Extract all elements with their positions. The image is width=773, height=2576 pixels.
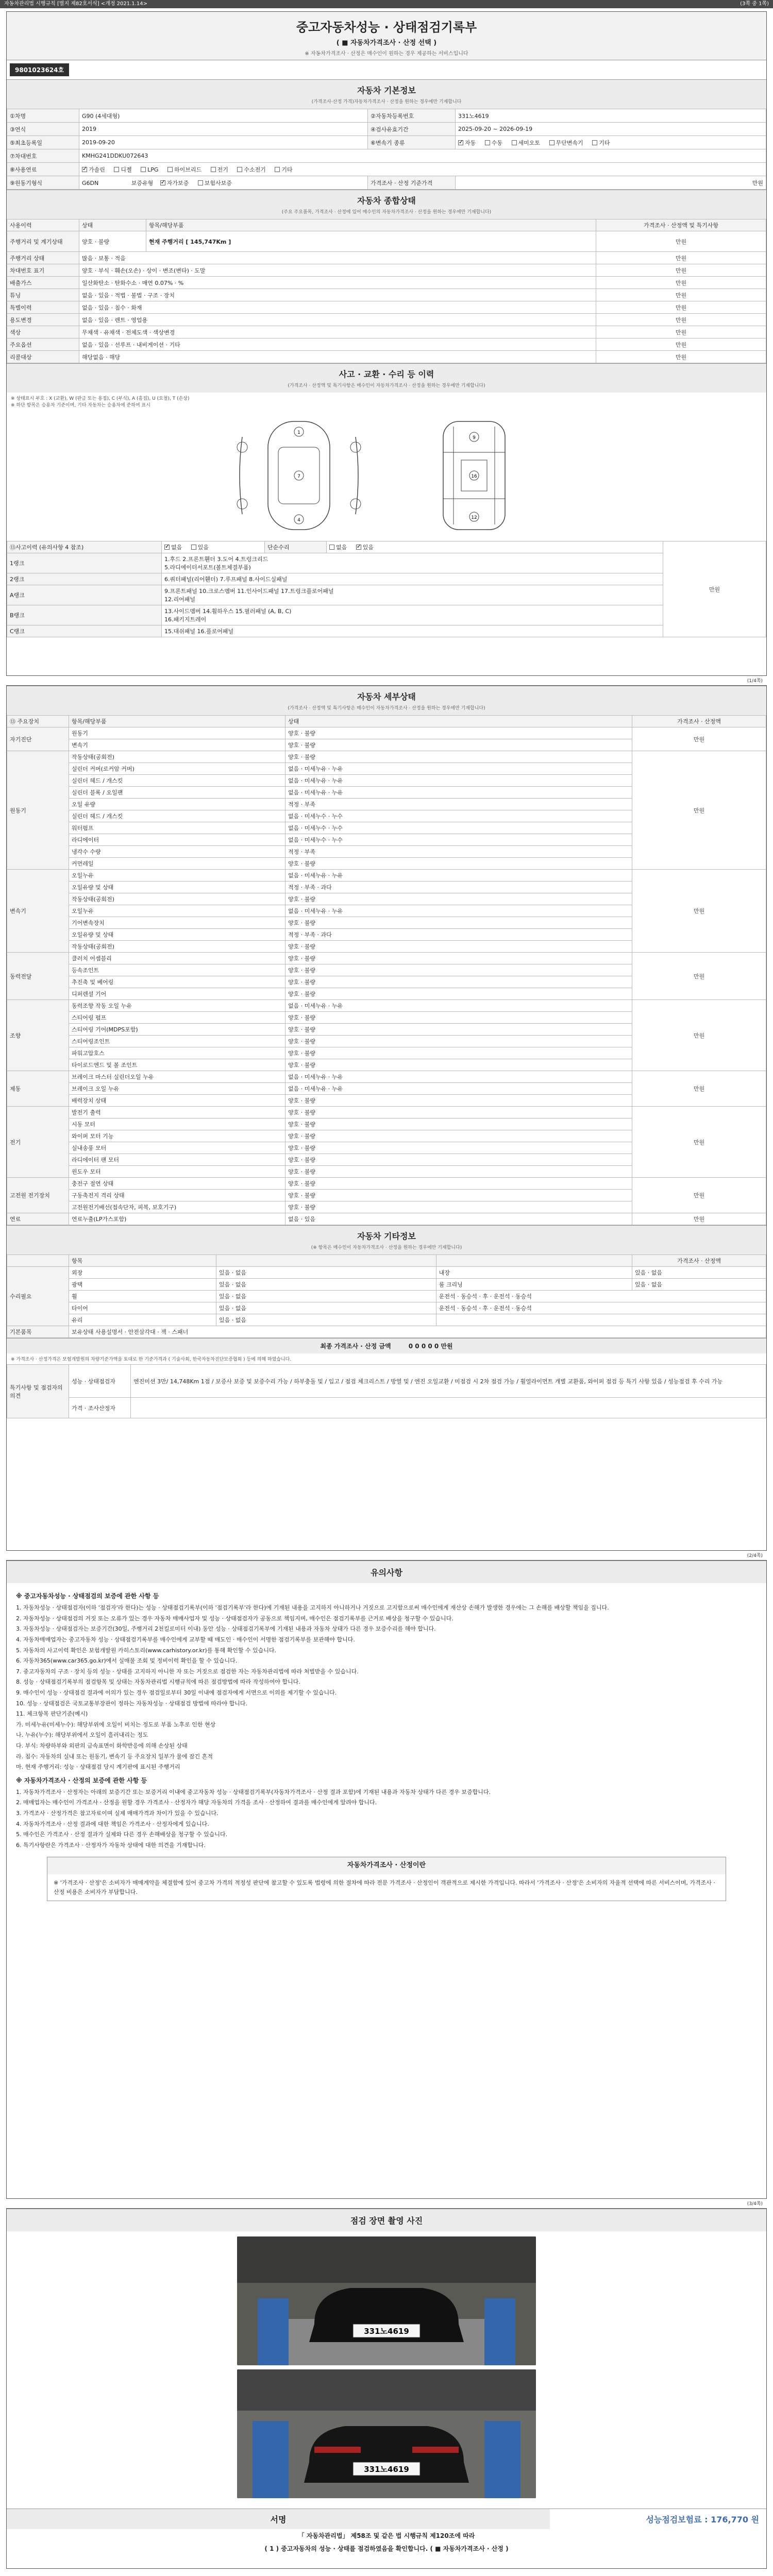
detail-item: 스티어링 펌프 — [69, 1012, 285, 1024]
detail-state: 양호 · 불량 — [285, 953, 632, 964]
checkbox-icon — [458, 140, 463, 145]
detail-category: 고전원 전기장치 — [7, 1178, 69, 1213]
detail-state: 양호 · 불량 — [285, 1154, 632, 1166]
notice-paragraph: 5. 자동차의 사고이력 확인은 보험개발원 카히스토리(www.carhistory.or.kr)를 통해 확인할 수 있습니다. — [16, 1647, 277, 1654]
notice-paragraph: 11. 체크항목 판단기준(예시) — [16, 1710, 88, 1718]
final-price-note: ※ 가격조사 · 산정가격은 보험개발원의 차량기준가액을 토대로 한 기준가격과 ( 기술사회, 한국자동차진단보증협회 ) 등에 의해 하였습니다. — [11, 1357, 292, 1362]
detail-item: 커먼레일 — [69, 858, 285, 870]
inspection-photo-front — [237, 2236, 536, 2365]
detail-row — [7, 1071, 766, 1083]
reg-number: 331노4619 — [456, 109, 766, 123]
page-4 — [6, 2208, 767, 2569]
notice-paragraph: 6. 특기사항란은 가격조사 · 산정자가 자동차 상태에 대한 의견을 기재합니다. — [16, 1841, 206, 1849]
detail-item: 윈도우 모터 — [69, 1166, 285, 1178]
detail-state: 없음 · 미세누수 · 누수 — [285, 834, 632, 846]
detail-state: 양호 · 불량 — [285, 1190, 632, 1201]
detail-item: 원동기 — [69, 727, 285, 739]
detail-item: 작동상태(공회전) — [69, 893, 285, 905]
notice-paragraph: 다. 부식: 차량하부와 외판의 금속표면이 화학반응에 의해 손상된 상태 — [16, 1742, 188, 1749]
detail-state: 양호 · 불량 — [285, 941, 632, 953]
detail-item: 오일유량 및 상태 — [69, 929, 285, 941]
detail-state: 양호 · 불량 — [285, 1178, 632, 1190]
plate-text: 331노4619 — [364, 2465, 409, 2474]
detail-state: 없음 · 미세누유 · 누유 — [285, 763, 632, 775]
vin: KMHG241DDKU072643 — [79, 149, 766, 163]
detail-price: 만원 — [632, 751, 766, 870]
detail-state: 적정 · 부족 — [285, 846, 632, 858]
notice-paragraph: 6. 자동차365(www.car365.go.kr)에서 실매물 조회 및 정비이력 확인을 할 수 있습니다. — [16, 1657, 238, 1665]
detail-state: 양호 · 불량 — [285, 1142, 632, 1154]
detail-state: 양호 · 불량 — [285, 1059, 632, 1071]
notice-paragraph: 1. 자동차성능 · 상태점검자(이하 '점검자'라 한다)는 성능 · 상태점검기록부(이하 '점검기록부'라 한다)에 기재된 내용을 고지하지 아니하거나 거짓으로 고지함으로써 매수인에게 재산상 손해가 발생한 경우에는 그 손해를 배상할 책임을 집니다. — [16, 1604, 609, 1612]
page-label: (2/4쪽) — [747, 1553, 763, 1558]
notice-paragraph: 2. 자동차성능 · 상태점검의 거짓 또는 오류가 있는 경우 자동차 매매사업자 및 성능 · 상태점검자가 공동으로 책임지며, 매수인은 점검기록부를 근거로 배상을 청구할 수 있습니다. — [16, 1615, 453, 1622]
doc-header — [7, 12, 766, 60]
top-bar — [0, 0, 773, 8]
detail-price: 만원 — [632, 1107, 766, 1178]
accident-table: ⑬사고이력 (유의사항 4 참조) ✓ 없음 있음 단순수리 없음 ✓ 있음 만원 1랭크 1.후드 2.프론트휀더 3.도어 4.트렁크리드 5.라디에이터서포트(볼트체결부품) 2랭크 6.쿼터패널(리어휀더) 7.루프패널 8.사이드실패널 A랭크 9.프론트패널 10.크로스멤버 11.인사이드패널 17.트렁크플로어패널 12.리어패널 B랭크 13.사이드멤버 14.휠하우스 15.필러패널 (A, B, C) 16.패키지트레이 C랭크 15.대쉬패널 16.플로어패널 — [7, 541, 766, 637]
detail-state: 양호 · 불량 — [285, 1130, 632, 1142]
detail-state: 양호 · 불량 — [285, 1095, 632, 1107]
detail-category: 제동 — [7, 1071, 69, 1107]
detail-item: 스티어링조인트 — [69, 1036, 285, 1047]
detail-item: 고전원전기배선(접속단자, 피복, 보호기구) — [69, 1201, 285, 1213]
detail-state: 양호 · 불량 — [285, 1012, 632, 1024]
detail-item: 실내송풍 모터 — [69, 1142, 285, 1154]
detail-state: 양호 · 불량 — [285, 751, 632, 763]
car-diagram — [7, 410, 766, 541]
mileage-value: 현재 주행거리 [ 145,747Km ] — [146, 231, 596, 252]
detail-item: 워터펌프 — [69, 822, 285, 834]
detail-row — [7, 727, 766, 739]
other-table: 항목 가격조사 · 산정액 수리필요 외장 있음 · 없음 내장 있음 · 없음 광택 있음 · 없음 룸 크리닝 있음 · 없음 휠 있음 · 없음 운전석 · 동승석 · 후 · 운전석 · 동승석 타이어 있음 · 없음 운전석 · 동승석 · 후 · 운전석 · 동승석 유리 있음 · 없음 기본품목 보유상태 사용설명서 · 안전삼각대 · 잭 · 스패너 — [7, 1255, 766, 1338]
detail-state: 양호 · 불량 — [285, 1201, 632, 1213]
svg-text:4: 4 — [297, 518, 300, 523]
inspection-photo-rear — [237, 2369, 536, 2498]
detail-category: 연료 — [7, 1213, 69, 1225]
special-notes-table: 특기사항 및 점검자의 의견 성능 · 상태점검자 엔진미션 3만/ 14,748Km 1점 / 보증사 보증 및 보증수리 가능 / 하부충돌 및 / 입고 / 점검 체크리스트 / 방열 및 / 엔진 오일교환 / 미점검 시 2차 점검 가능 / 휠얼라이먼트 개별 교환품, 와이퍼 점검 등 특기 사항 있음 / 성능점검 후 수리 가능 가격 · 조사산정자 — [7, 1364, 766, 1418]
detail-state: 양호 · 불량 — [285, 917, 632, 929]
detail-row — [7, 1000, 766, 1012]
detail-item: 충전구 절연 상태 — [69, 1178, 285, 1190]
checkbox-icon — [329, 545, 334, 550]
checkbox-icon — [512, 140, 517, 145]
doc-number: 9801023624호 — [10, 63, 69, 76]
checkbox-icon — [160, 180, 165, 185]
detail-category: 동력전달 — [7, 953, 69, 1000]
detail-state: 적정 · 부족 — [285, 799, 632, 810]
detail-state: 양호 · 불량 — [285, 1118, 632, 1130]
detail-row — [7, 1107, 766, 1118]
checkbox-icon — [114, 167, 119, 172]
detail-state: 없음 · 미세누유 · 누유 — [285, 1000, 632, 1012]
top-bar-left: 자동차관리법 시행규칙 [별지 제82호서식] <개정 2021.1.14> — [4, 1, 147, 7]
detail-item: 스티어링 기어(MDPS포함) — [69, 1024, 285, 1036]
notice-paragraph: 라. 침수: 자동차의 실내 또는 원동기, 변속기 등 주요장치 일부가 물에 잠긴 흔적 — [16, 1753, 213, 1760]
detail-item: 브레이크 마스터 실린더오일 누유 — [69, 1071, 285, 1083]
detail-state: 없음 · 미세누유 · 누유 — [285, 1083, 632, 1095]
detail-category: 자기진단 — [7, 727, 69, 751]
detail-category: 변속기 — [7, 870, 69, 953]
notice-paragraph: 3. 자동차성능 · 상태점검자는 보증기간(30일, 주행거리 2천킬로미터 이내) 동안 성능 · 상태점검기록부에 기재된 내용과 자동차 상태가 다른 경우 보증수리를 해야 합니다. — [16, 1625, 436, 1633]
detail-state: 양호 · 불량 — [285, 1036, 632, 1047]
detail-section-title: 자동차 세부상태 (가격조사 · 산정액 및 특기사항은 매수인이 자동차가격조사 · 산정을 원하는 경우에만 기재합니다) — [7, 686, 766, 715]
notice-paragraph: 3. 가격조사 · 산정가격은 참고자료이며 실제 매매가격과 차이가 있을 수 있습니다. — [16, 1810, 219, 1817]
notice-paragraph: 1. 자동차가격조사 · 산정자는 아래의 보증기간 또는 보증거리 이내에 중고자동차 성능 · 상태점검기록부(자동차가격조사 · 산정 결과 포함)에 기재된 내용과 자동차 상태가 다른 경우 보증합니다. — [16, 1788, 491, 1795]
detail-item: 파워고압호스 — [69, 1047, 285, 1059]
checkbox-icon — [592, 140, 597, 145]
detail-category: 조향 — [7, 1000, 69, 1071]
detail-price: 만원 — [632, 1178, 766, 1213]
detail-item: 브레이크 오일 누유 — [69, 1083, 285, 1095]
page-label: (3/4쪽) — [747, 2201, 763, 2207]
photos-title: 점검 장면 촬영 사진 — [7, 2209, 766, 2231]
signature-title: 서명 — [7, 2509, 550, 2529]
detail-state: 없음 · 미세누유 · 누유 — [285, 775, 632, 787]
detail-state: 양호 · 불량 — [285, 964, 632, 976]
doc-note: ※ 자동차가격조사 · 산정은 매수인이 원하는 경우 제공하는 서비스입니다 — [305, 51, 468, 57]
detail-state: 없음 · 있음 — [285, 1213, 632, 1225]
detail-state: 적정 · 부족 · 과다 — [285, 882, 632, 893]
other-section-title: 자동차 기타정보 (※ 항목은 매수인이 자동차가격조사 · 산정을 원하는 경우에만 기재합니다) — [7, 1225, 766, 1255]
detail-category: 전기 — [7, 1107, 69, 1178]
detail-item: 작동상태(공회전) — [69, 751, 285, 763]
car-front-photo-icon — [237, 2236, 536, 2365]
notice-paragraph: 가. 미세누유(미세누수): 해당부위에 오일이 비치는 정도로 부품 노후로 인한 현상 — [16, 1721, 216, 1728]
detail-row — [7, 751, 766, 763]
detail-item: 오일 유량 — [69, 799, 285, 810]
detail-category: 원동기 — [7, 751, 69, 870]
detail-row — [7, 953, 766, 964]
car-year: 2019 — [79, 123, 368, 136]
detail-item: 오일유량 및 상태 — [69, 882, 285, 893]
notice-title: 유의사항 — [7, 1561, 766, 1583]
detail-item: 작동상태(공회전) — [69, 941, 285, 953]
notice-paragraph: 4. 자동차가격조사 · 산정 결과에 대한 책임은 가격조사 · 산정자에게 있습니다. — [16, 1820, 209, 1827]
detail-state: 없음 · 미세누유 · 누유 — [285, 905, 632, 917]
detail-item: 발전기 출력 — [69, 1107, 285, 1118]
checkbox-icon — [275, 167, 280, 172]
detail-item: 디퍼렌셜 기어 — [69, 988, 285, 1000]
accident-legend: ※ 상태표시 부호 : X (교환), W (판금 또는 용접), C (부식), A (흠집), U (요철), T (손상) ※ 하단 항목은 승용차 기준이며, 기타 자동차는 승용차에 준하여 표시 — [11, 396, 190, 408]
detail-item: 연료누출(LP가스포함) — [69, 1213, 285, 1225]
notice-paragraph: 7. 중고자동차의 구조 · 장치 등의 성능 · 상태를 고지하지 아니한 자 또는 거짓으로 점검한 자는 자동차관리법에 따라 처벌받을 수 있습니다. — [16, 1668, 359, 1675]
detail-item: 실린더 커버(로커암 커버) — [69, 763, 285, 775]
detail-item: 라디에이터 — [69, 834, 285, 846]
inspection-validity: 2025-09-20 ~ 2026-09-19 — [456, 123, 766, 136]
detail-item: 실린더 헤드 / 개스킷 — [69, 810, 285, 822]
detail-table: ⑬ 주요장치 항목/해당부품 상태 가격조사 · 산정액 자기진단 원동기 양호 · 불량 만원 변속기 양호 · 불량 원동기 작동상태(공회전) 양호 · 불량 만원 실린더 커버(로커암 커버) 없음 · 미세누유 · 누유 실린더 헤드 / 개스킷 없음 · 미세누유 · 누유 실린더 블록 / 오일팬 없음 · 미세누유 · 누유 오일 유량 적정 · 부족 실린더 헤드 / 개스킷 없음 · 미세누수 · 누수 워터펌프 없음 · 미세누수 · 누수 라디에이터 없음 · 미세누수 · 누수 냉각수 수량 적정 · 부족 커먼레일 양호 · 불량 변속기 오일누유 없음 · 미세누유 · 누유 만원 오일유량 및 상태 적정 · 부족 · 과다 작동상태(공회전) 양호 · 불량 오일누유 없음 · 미세누유 · 누유 기어변속장치 양호 · 불량 오일유량 및 상태 적정 · 부족 · 과다 작동상태(공회전) 양호 · 불량 동력전달 클러치 어셈블리 양호 · 불량 만원 등속조인트 양호 · 불량 추진축 및 베어링 양호 · 불량 디퍼렌셜 기어 양호 · 불량 조향 동력조향 작동 오일 누유 없음 · 미세누유 · 누유 만원 스티어링 펌프 양호 · 불량 스티어링 기어(MDPS포함) 양호 · 불량 스티어링조인트 양호 · 불량 파워고압호스 양호 · 불량 타이로드엔드 및 볼 조인트 양호 · 불량 제동 브레이크 마스터 실린더오일 누유 없음 · 미세누유 · 누유 만원 브레이크 오일 누유 없음 · 미세누유 · 누유 배력장치 상태 양호 · 불량 전기 발전기 출력 양호 · 불량 만원 시동 모터 양호 · 불량 와이퍼 모터 기능 양호 · 불량 실내송풍 모터 양호 · 불량 라디에이터 팬 모터 양호 · 불량 윈도우 모터 양호 · 불량 고전원 전기장치 충전구 절연 상태 양호 · 불량 만원 구동축전지 격리 상태 양호 · 불량 고전원전기배선(접속단자, 피복, 보호기구) 양호 · 불량 연료 연료누출(LP가스포함) 없음 · 있음 만원 — [7, 715, 766, 1225]
detail-state: 없음 · 미세누수 · 누수 — [285, 810, 632, 822]
checkbox-icon — [82, 167, 87, 172]
detail-row — [7, 870, 766, 882]
car-frame-diagram — [397, 416, 551, 535]
detail-item: 실린더 헤드 / 개스킷 — [69, 775, 285, 787]
page-3 — [6, 1560, 767, 2199]
notice-paragraph: 5. 매수인은 가격조사 · 산정 결과가 실제와 다른 경우 손해배상을 청구할 수 있습니다. — [16, 1831, 228, 1838]
final-price-row: 최종 가격조사 · 산정 금액 0 0 0 0 0 만원 — [7, 1338, 766, 1353]
detail-state: 양호 · 불량 — [285, 893, 632, 905]
detail-row — [7, 1213, 766, 1225]
detail-item: 오일누유 — [69, 905, 285, 917]
fuel-options: ✓ 가솔린 디젤 LPG 하이브리드 전기 수소전기 기타 — [79, 163, 766, 176]
checkbox-icon — [198, 180, 203, 185]
doc-subtitle: ( ■ 자동차가격조사 · 산정 선택 ) — [336, 39, 437, 47]
detail-state: 양호 · 불량 — [285, 1024, 632, 1036]
notice-paragraph: 9. 매수인이 성능 · 상태점검 결과에 이의가 있는 경우 점검일로부터 30일 이내에 점검자에게 서면으로 이의를 제기할 수 있습니다. — [16, 1689, 337, 1696]
svg-text:16: 16 — [471, 474, 477, 479]
detail-item: 동력조향 작동 오일 누유 — [69, 1000, 285, 1012]
svg-text:12: 12 — [471, 515, 477, 520]
transmission-options: ✓ 자동 수동 세미오토 무단변속기 기타 — [456, 136, 766, 149]
detail-item: 클러치 어셈블리 — [69, 953, 285, 964]
detail-state: 양호 · 불량 — [285, 858, 632, 870]
detail-item: 와이퍼 모터 기능 — [69, 1130, 285, 1142]
detail-state: 양호 · 불량 — [285, 739, 632, 751]
checkbox-icon — [191, 545, 196, 550]
price-info-box: 자동차가격조사 · 산정이란 ※ '가격조사 · 산정'은 소비자가 매매계약을 체결함에 있어 중고차 가격의 적정성 판단에 참고할 수 있도록 법령에 의한 절차에 따라 전문 가격조사 · 산정인이 객관적으로 제시한 가격입니다. 따라서 '가격조사 · 산정'은 소비자의 자율적 선택에 따른 서비스이며, 가격조사 · 산정 비용은 소비자가 부담합니다. — [47, 1857, 726, 1901]
special-notes-text: 엔진미션 3만/ 14,748Km 1점 / 보증사 보증 및 보증수리 가능 / 하부충돌 및 / 입고 / 점검 체크리스트 / 방열 및 / 엔진 오일교환 / 미점검 시 2차 점검 가능 / 휠얼라이먼트 개별 교환품, 와이퍼 점검 등 특기 사항 있음 / 성능점검 후 수리 가능 — [131, 1365, 766, 1398]
detail-item: 라디에이터 팬 모터 — [69, 1154, 285, 1166]
detail-price: 만원 — [632, 1000, 766, 1071]
detail-item: 등속조인트 — [69, 964, 285, 976]
engine-type: G6DN 보증유형 ✓ 자가보증 보험사보증 — [79, 176, 368, 190]
detail-price: 만원 — [632, 727, 766, 751]
notice-paragraph: 4. 자동차매매업자는 중고자동차 성능 · 상태점검기록부를 매수인에게 교부할 때 매도인 · 매수인이 서명한 점검기록부를 보관해야 합니다. — [16, 1636, 355, 1643]
signature-line-1: 「 자동차관리법」 제58조 및 같은 법 시행규칙 제120조에 따라 — [298, 2532, 475, 2539]
detail-state: 양호 · 불량 — [285, 1107, 632, 1118]
checkbox-icon — [164, 545, 170, 550]
checkbox-icon — [356, 545, 361, 550]
plate-text: 331노4619 — [364, 2327, 409, 2336]
detail-item: 변속기 — [69, 739, 285, 751]
insurance-fee: 성능점검보험료 : 176,770 원 — [646, 2515, 759, 2524]
notice-paragraph: 10. 성능 · 상태점검은 국토교통부장관이 정하는 자동차성능 · 상태점검 방법에 따라야 합니다. — [16, 1700, 247, 1707]
detail-price: 만원 — [632, 1071, 766, 1107]
detail-state: 양호 · 불량 — [285, 988, 632, 1000]
detail-state: 적정 · 부족 · 과다 — [285, 929, 632, 941]
notice-paragraph: 8. 성능 · 상태점검기록부의 점검항목 및 상태는 자동차관리법 시행규칙에 따른 점검방법에 따라 작성하여야 합니다. — [16, 1679, 300, 1686]
detail-price: 만원 — [632, 953, 766, 1000]
detail-item: 냉각수 수량 — [69, 846, 285, 858]
basic-section-title: 자동차 기본정보 (가격조사·산정 가격)자동차가격조사 · 산정을 원하는 경우에만 기재합니다 — [7, 79, 766, 109]
notice-paragraph: 2. 매매업자는 매수인이 가격조사 · 산정을 원할 경우 가격조사 · 산정자가 해당 자동차의 가격을 조사 · 산정하여 결과를 매수인에게 알려야 합니다. — [16, 1799, 377, 1806]
detail-item: 기어변속장치 — [69, 917, 285, 929]
checkbox-icon — [549, 140, 554, 145]
page-2 — [6, 685, 767, 1551]
notice-body: ※ 중고자동차성능 · 상태점검의 보증에 관한 사항 등 1. 자동차성능 · 상태점검자(이하 '점검자'라 한다)는 성능 · 상태점검기록부(이하 '점검기록부'라 한다)에 기재된 내용을 고지하지 아니하거나 거짓으로 고지함으로써 매수인에게 재산상 손해가 발생한 경우에는 그 손해를 배상할 책임을 집니다. 2. 자동차성능 · 상태점검의 거짓 또는 오류가 있는 경우 자동차 매매사업자 및 성능 · 상태점검자가 공동으로 책임지며, 매수인은 점검기록부를 근거로 배상을 청구할 수 있습니다. 3. 자동차성능 · 상태점검자는 보증기간(30일, 주행거리 2천킬로미터 이내) 동안 성능 · 상태점검기록부에 기재된 내용과 자동차 상태가 다른 경우 보증수리를 해야 합니다. 4. 자동차매매업자는 중고자동차 성능 · 상태점검기록부를 매수인에게 교부할 때 매도인 · 매수인이 서명한 점검기록부를 보관해야 합니다. 5. 자동차의 사고이력 확인은 보험개발원 카히스토리(www.carhistory.or.kr)를 통해 확인할 수 있습니다. 6. 자동차365(www.car365.go.kr)에서 실매물 조회 및 정비이력 확인을 할 수 있습니다. 7. 중고자동차의 구조 · 장치 등의 성능 · 상태를 고지하지 아니한 자 또는 거짓으로 점검한 자는 자동차관리법에 따라 처벌받을 수 있습니다. 8. 성능 · 상태점검기록부의 점검항목 및 상태는 자동차관리법 시행규칙에 따른 점검방법에 따라 작성하여야 합니다. 9. 매수인이 성능 · 상태점검 결과에 이의가 있는 경우 점검일로부터 30일 이내에 점검자에게 서면으로 이의를 제기할 수 있습니다. 10. 성능 · 상태점검은 국토교통부장관이 정하는 자동차성능 · 상태점검 방법에 따라야 합니다. 11. 체크항목 판단기준(예시) 가. 미세누유(미세누수): 해당부위에 오일이 비치는 정도로 부품 노후로 인한 현상 나. 누유(누수): 해당부위에서 오일이 흘러내리는 정도 다. 부식: 차량하부와 외판의 금속표면이 화학반응에 의해 손상된 상태 라. 침수: 자동차의 실내 또는 원동기, 변속기 등 주요장치 일부가 물에 잠긴 흔적 마. 현재 주행거리: 성능 · 상태점검 당시 계기판에 표시된 주행거리 ※ 자동차가격조사 · 산정의 보증에 관한 사항 등 1. 자동차가격조사 · 산정자는 아래의 보증기간 또는 보증거리 이내에 중고자동차 성능 · 상태점검기록부(자동차가격조사 · 산정 결과 포함)에 기재된 내용과 자동차 상태가 다른 경우 보증합니다. 2. 매매업자는 매수인이 가격조사 · 산정을 원할 경우 가격조사 · 산정자가 해당 자동차의 가격을 조사 · 산정하여 결과를 매수인에게 알려야 합니다. 3. 가격조사 · 산정가격은 참고자료이며 실제 매매가격과 차이가 있을 수 있습니다. 4. 자동차가격조사 · 산정 결과에 대한 책임은 가격조사 · 산정자에게 있습니다. 5. 매수인은 가격조사 · 산정 결과가 실제와 다른 경우 손해배상을 청구할 수 있습니다. 6. 특기사항란은 가격조사 · 산정자가 자동차 상태에 대한 의견을 기재합니다. 자동차가격조사 · 산정이란 ※ '가격조사 · 산정'은 소비자가 매매계약을 체결함에 있어 중고차 가격의 적정성 판단에 참고할 수 있도록 법령에 의한 절차에 따라 전문 가격조사 · 산정인이 객관적으로 제시한 가격입니다. 따라서 '가격조사 · 산정'은 소비자의 자율적 선택에 따른 서비스이며, 가격조사 · 산정 비용은 소비자가 부담합니다. — [7, 1583, 766, 1905]
detail-item: 타이로드엔드 및 볼 조인트 — [69, 1059, 285, 1071]
detail-item: 추진축 및 베어링 — [69, 976, 285, 988]
detail-price: 만원 — [632, 1213, 766, 1225]
detail-state: 없음 · 미세누유 · 누유 — [285, 1071, 632, 1083]
detail-state: 없음 · 미세누유 · 누유 — [285, 870, 632, 882]
top-bar-right: (3쪽 중 1쪽) — [740, 1, 769, 7]
checkbox-icon — [237, 167, 242, 172]
notice-paragraph: 나. 누유(누수): 해당부위에서 오일이 흘러내리는 정도 — [16, 1732, 148, 1739]
notice-paragraph: 마. 현재 주행거리: 성능 · 상태점검 당시 계기판에 표시된 주행거리 — [16, 1764, 180, 1771]
checkbox-icon — [485, 140, 490, 145]
detail-item: 실린더 블록 / 오일팬 — [69, 787, 285, 799]
svg-text:1: 1 — [297, 430, 300, 435]
doc-title: 중고자동차성능 · 상태점검기록부 — [296, 20, 477, 35]
checkbox-icon — [211, 167, 216, 172]
first-registration: 2019-09-20 — [79, 136, 368, 149]
signature-line-2: ( 1 ) 중고자동차의 성능 · 상태를 점검하였음을 확인합니다. ( ■ 자동차가격조사 · 산정 ) — [264, 2545, 509, 2552]
svg-text:7: 7 — [297, 474, 300, 479]
detail-state: 양호 · 불량 — [285, 976, 632, 988]
car-exterior-diagram — [222, 416, 376, 535]
accident-section-title: 사고 · 교환 · 수리 등 이력 (가격조사 · 산정액 및 특기사항은 매수인이 자동차가격조사 · 산정을 원하는 경우에만 기재합니다) — [7, 363, 766, 393]
checkbox-icon — [141, 167, 146, 172]
detail-item: 배력장치 상태 — [69, 1095, 285, 1107]
detail-item: 구동축전지 격리 상태 — [69, 1190, 285, 1201]
detail-row — [7, 1178, 766, 1190]
detail-state: 양호 · 불량 — [285, 727, 632, 739]
detail-item: 시동 모터 — [69, 1118, 285, 1130]
basic-info-table: ①차명 G90 (4세대형) ②자동차등록번호 331노4619 ③연식 2019 ④검사유효기간 2025-09-20 ~ 2026-09-19 ⑤최초등록일 2019-09-20 ⑥변속기 종류 ✓ 자동 수동 세미오토 무단변속기 기타 ⑦차대번호 KMHG241DDKU072643 ⑧사용연료 ✓ 가솔린 디젤 LPG 하이브리드 전기 수소전기 기타 ⑨원동기형식 G6DN 보증유형 ✓ 자가보증 보험사보증 가격조사 · 산정 기준가격 만원 — [7, 109, 766, 190]
overall-section-title: 자동차 종합상태 (주요 주요품목, 가격조사 · 산정에 있어 매수인의 자동차가격조사 · 산정을 원하는 경우에만 기재합니다) — [7, 190, 766, 219]
signature-row — [7, 2509, 766, 2529]
page-1 — [6, 11, 767, 676]
detail-price: 만원 — [632, 870, 766, 953]
svg-text:9: 9 — [473, 435, 476, 440]
page-label: (1/4쪽) — [747, 679, 763, 684]
detail-state: 양호 · 불량 — [285, 1166, 632, 1178]
car-name: G90 (4세대형) — [79, 109, 368, 123]
car-rear-photo-icon — [237, 2369, 536, 2498]
overall-table: 사용이력 상태 항목/해당부품 가격조사 · 산정액 및 특기사항 주행거리 및 계기상태 양호 · 불량 현재 주행거리 [ 145,747Km ] 만원 주행거리 상태 많음 · 보통 · 적음 만원 차대번호 표기 양호 · 부식 · 훼손(오손) · 상이 · 변조(변타) · 도말 만원 배출가스 일산화탄소 · 탄화수소 · 매연 0.07% · % 만원 튜닝 없음 · 있음 · 적법 · 불법 · 구조 · 장치 만원 특별이력 없음 · 있음 · 침수 · 화재 만원 용도변경 없음 · 있음 · 렌트 · 영업용 만원 색상 무채색 · 유채색 · 전체도색 · 색상변경 만원 주요옵션 없음 · 있음 · 선루프 · 내비게이션 · 기타 만원 리콜대상 해당없음 · 해당 만원 — [7, 219, 766, 363]
checkbox-icon — [167, 167, 173, 172]
detail-item: 오일누유 — [69, 870, 285, 882]
detail-state: 없음 · 미세누유 · 누유 — [285, 787, 632, 799]
detail-state: 없음 · 미세누수 · 누수 — [285, 822, 632, 834]
detail-state: 양호 · 불량 — [285, 1047, 632, 1059]
